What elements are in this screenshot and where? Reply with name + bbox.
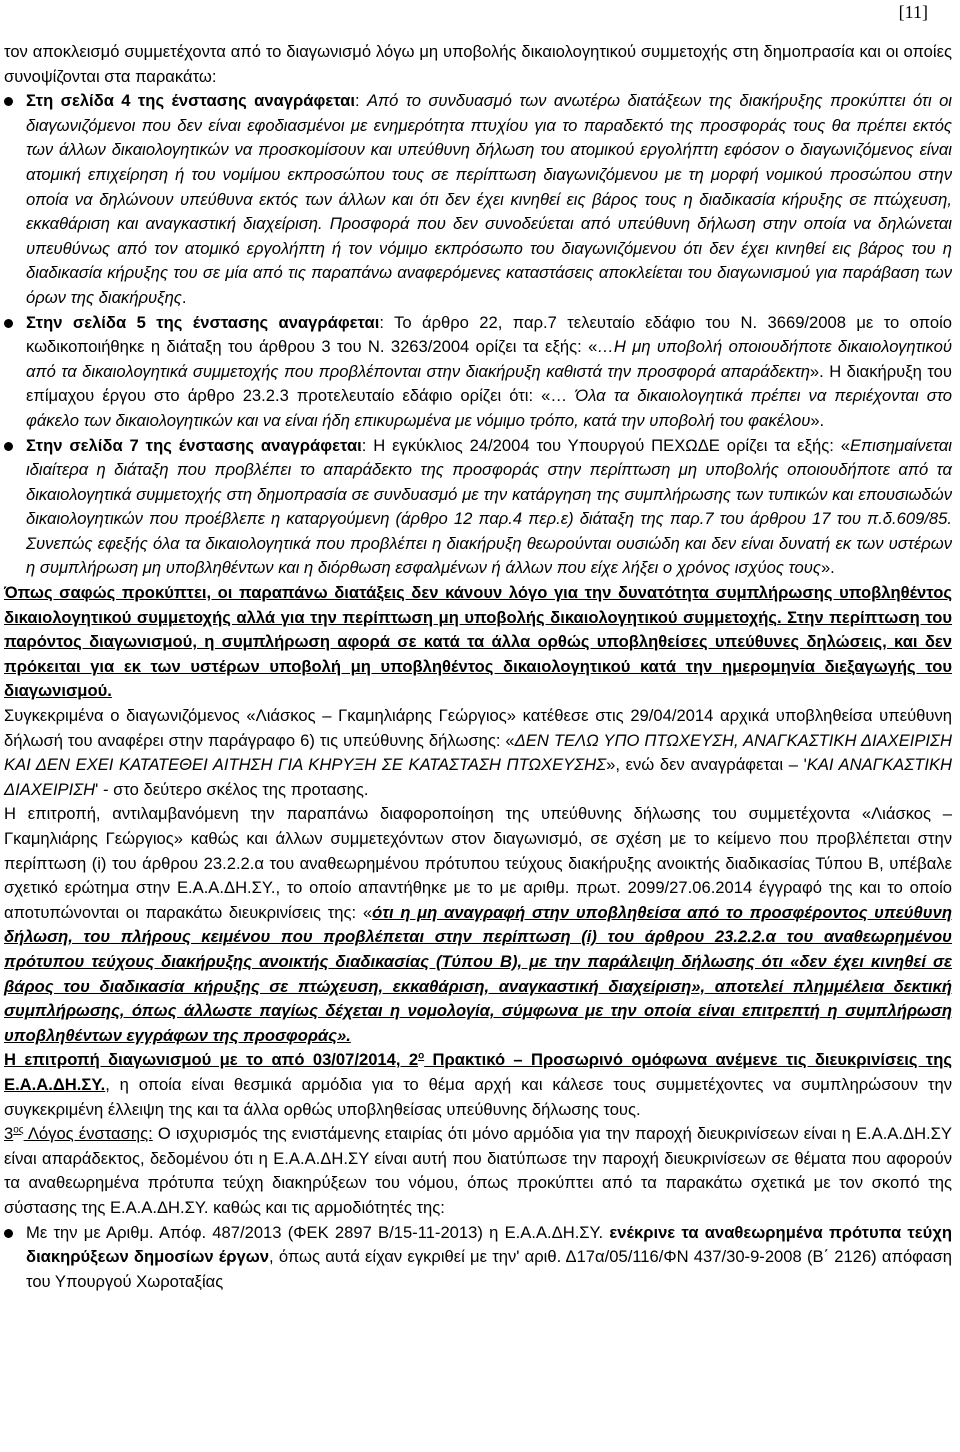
conclusion-text-continued: . Στην περίπτωση του παρόντος διαγωνισμού, η συμπλήρωση αφορά σε κατά τα άλλα ορθώς υποβληθείσες υπεύθυνες δηλώσεις, και δεν πρόκειται για εκ των υστέρων υποβολή μη υποβληθέντος δικαιολογητικού κατά την ημερομηνία διεξαγωγής του διαγωνισμού. [4, 607, 952, 701]
bullet-text: Με την με Αριθμ. Απόφ. 487/2013 (ΦΕΚ 2897 Β/15-11-2013) η Ε.Α.Α.ΔΗ.ΣΥ. [26, 1222, 610, 1242]
quoted-text: Επισημαίνεται ιδιαίτερα η διάταξη που προβλέπει το απαράδεκτο της προσφοράς στην περίπτωση μη υποβολής οποιουδήποτε από τα δικαιολογητικά συμμετοχής στη δημοπρασία σε συνδυασμό με την κατάργηση της συμπλήρωσης των τυπικών και επουσιωδών δικαιολογητικών που προέβλεπε η καταργούμενη (άρθρο 12 παρ.4 περ.ε) διάταξη της παρ.7 του άρθρου 17 του π.δ.609/85. Συνεπώς εφεξής όλα τα δικαιολογητικά που προβλέπει η διακήρυξη θεωρούνται ουσιώδη και δεν είναι δυνατή εκ των υστέρων η συμπλήρωση μη υποβληθέντων και η διόρθωση εσφαλμένων ή άλλων που είχε λήξει ο χρόνος ισχύος τους [26, 435, 952, 578]
specifics-text: Συγκεκριμένα ο διαγωνιζόμενος «Λιάσκος – Γκαμηλιάρης Γεώργιος» κατέθεσε στις 29/04/2014 αρχικά υποβληθείσα υπεύθυνη δήλωσή του αναφέρει στην παράγραφο 6) τις υπεύθυνης δήλωσης: « [4, 706, 952, 750]
bullet-item-decision [4, 1221, 952, 1295]
document-body [4, 40, 952, 1294]
bullet-item-page5 [4, 311, 952, 434]
bullet-label: Στην σελίδα 5 της ένστασης αναγράφεται [26, 312, 380, 332]
paragraph-conclusion [4, 581, 952, 704]
bullet-text: : Το άρθρο 22, παρ.7 τελευταίο εδάφιο του Ν. 3669/2008 με το οποίο κωδικοποιήθηκε η διάταξη του άρθρου 3 του Ν. 3263/2004 ορίζει τα εξής: « [26, 312, 952, 357]
bullet-icon [4, 97, 13, 106]
bullet-icon [4, 1229, 13, 1238]
conclusion-text: Όπως σαφώς προκύπτει, οι παραπάνω διατάξεις δεν κάνουν λόγο για την δυνατότητα συμπλήρωσης υποβληθέντος δικαιολογητικού συμμετοχής αλλά για την περίπτωση μη υποβολής δικαιολογητικού συμμετοχής [4, 583, 952, 627]
bullet-colon: : [354, 91, 367, 111]
specifics-text-continued: », ενώ δεν αναγράφεται – ' [606, 755, 807, 775]
page-number: [11] [898, 2, 928, 22]
paragraph-specifics [4, 704, 952, 802]
objection-number: 3 [4, 1124, 14, 1144]
specifics-text-end: ' - στο δεύτερο σκέλος της προτασης. [95, 779, 369, 799]
paragraph-minutes [4, 1048, 952, 1122]
bullet-text-continued: , όπως αυτά είχαν εγκριθεί με την' αριθ. Δ17α/05/116/ΦΝ 437/30-9-2008 (Β΄ 2126) απόφαση του Υπουργού Χωροταξίας [26, 1247, 952, 1291]
bullet-item-page4 [4, 89, 952, 310]
omitted-phrase: ΚΑΙ ΑΝΑΓΚΑΣΤΙΚΗ ΔΙΑΧΕΙΡΙΣΗ [4, 755, 952, 799]
intro-text: τον αποκλεισμό συμμετέχοντα από το διαγωνισμό λόγω μη υποβολής δικαιολογητικού συμμετοχής στη δημοπρασία και οι οποίες συνοψίζονται στα παρακάτω: [4, 42, 952, 86]
objection-heading: Λόγος ένστασης: [23, 1124, 153, 1144]
bullet-text: : Η εγκύκλιος 24/2004 του Υπουργού ΠΕΧΩΔΕ ορίζει τα εξής: « [361, 435, 850, 455]
bullet-text-continued: ». Η διακήρυξη του επίμαχου έργου στο άρθρο 23.2.3 προτελευταίο εδάφιο ορίζει ότι: «… [26, 361, 952, 406]
quote-end: ». [820, 558, 835, 578]
paragraph-third-objection [4, 1122, 952, 1220]
objection-text: Ο ισχυρισμός της ενιστάμενης εταιρίας ότι μόνο αρμόδια για την παροχή διευκρινίσεων είναι η Ε.Α.Α.ΔΗ.ΣΥ είναι απαράδεκτος, δεδομένου ότι η Ε.Α.Α.ΔΗ.ΣΥ είναι αυτή που διατύπωσε την παροχή διευκρινίσεων σε θέματα που αφορούν τα αναθεωρημένα πρότυπα τεύχη διακηρύξεων του νόμου, όπως προκύπτει από τα παρακάτω σχετικά με τον σκοπό της σύστασης της Ε.Α.Α.ΔΗ.ΣΥ. καθώς και τις αρμοδιότητές της: [4, 1124, 952, 1217]
quoted-text-second: Όλα τα δικαιολογητικά πρέπει να περιέχονται στο φάκελο των δικαιολογητικών και να είναι ήδη επικυρωμένα με νόμιμο τρόπο, κατά την υποβολή του φακέλου [26, 386, 952, 430]
minutes-superscript: ο [418, 1050, 425, 1062]
quoted-text: …Η μη υποβολή οποιουδήποτε δικαιολογητικού από τα δικαιολογητικά συμμετοχής που προβλέπονται στην διακήρυξη καθιστά την προσφορά απαράδεκτη [26, 337, 952, 381]
minutes-heading: Η επιτροπή διαγωνισμού με το από 03/07/2014, 2 [4, 1050, 419, 1070]
objection-superscript: ος [13, 1124, 24, 1136]
minutes-heading-continued: Πρακτικό – Προσωρινό ομόφωνα ανέμενε τις διευκρινίσεις της Ε.Α.Α.ΔΗ.ΣΥ. [4, 1050, 952, 1094]
declaration-quote: ΔΕΝ ΤΕΛΩ ΥΠΟ ΠΤΩΧΕΥΣΗ, ΑΝΑΓΚΑΣΤΙΚΗ ΔΙΑΧΕΙΡΙΣΗ ΚΑΙ ΔΕΝ ΕΧΕΙ ΚΑΤΑΤΕΘΕΙ ΑΙΤΗΣΗ ΓΙΑ ΚΗΡΥΞΗ ΣΕ ΚΑΤΑΣΤΑΣΗ ΠΤΩΧΕΥΣΗΣ [4, 730, 952, 775]
quote-end: . [181, 287, 187, 307]
bullet-icon [4, 319, 13, 328]
paragraph-intro [4, 40, 952, 89]
bullet-label: Στη σελίδα 4 της ένστασης αναγράφεται [26, 91, 355, 111]
bullet-icon [4, 442, 13, 451]
clarification-quote: ότι η μη αναγραφή στην υποβληθείσα από το προσφέροντος υπεύθυνη δήλωση, του πλήρους κειμένου που προβλέπεται στην περίπτωση (i) του άρθρου 23.2.2.α του αναθεωρημένου πρότυπου τεύχους διακήρυξης ανοικτής διαδικασίας (Τύπου Β), με την παράλειψη δήλωσης ότι «δεν έχει κινηθεί σε βάρος του διαδικασία κήρυξης σε πτώχευση, εκκαθάριση, αναγκαστική διαχείριση», αποτελεί πλημμέλεια δεκτική συμπλήρωσης, όπως άλλωστε παγίως δέχεται η νομολογία, σύμφωνα με την οποία είναι επιτρεπτή η συμπλήρωση υποβληθέντων εγγράφων της προσφοράς». [4, 902, 952, 1045]
bullet-item-page7 [4, 434, 952, 582]
bullet-label: Στην σελίδα 7 της ένστασης αναγράφεται [26, 435, 362, 455]
paragraph-committee [4, 802, 952, 1048]
committee-text: Η επιτροπή, αντιλαμβανόμενη την παραπάνω διαφοροποίηση της υπεύθυνης δήλωσης του συμμετέχοντα «Λιάσκος – Γκαμηλιάρης Γεώργιος» καθώς και άλλων συμμετεχόντων στον διαγωνισμό, σε σχέση με το κείμενο που προβλέπεται στην περίπτωση (i) του άρθρου 23.2.2.α του αναθεωρημένου πρότυπου τεύχους διακήρυξης ανοικτής διαδικασίας Τύπου Β, υπέβαλε σχετικό ερώτημα στην Ε.Α.Α.ΔΗ.ΣΥ., το οποίο απαντήθηκε με το με αριθμ. πρωτ. 2099/27.06.2014 έγγραφό της και το οποίο αποτυπώνονται οι παρακάτω διευκρινίσεις της: « [4, 804, 952, 922]
quoted-text: Από το συνδυασμό των ανωτέρω διατάξεων της διακήρυξης προκύπτει ότι οι διαγωνιζόμενοι που δεν είναι εφοδιασμένοι με ενημερότητα πτυχίου για το παραδεκτό της προσφοράς τους θα πρέπει εκτός των άλλων δικαιολογητικών να προσκομίσουν και υπεύθυνη δήλωση του ατομικού εργολήπτη εφόσον ο διαγωνιζόμενος είναι ατομική επιχείρηση ή του νομίμου εκπροσώπου τους σε περίπτωση διαγωνιζόμενου με τη μορφή νομικού προσώπου στην οποία να δηλώνουν υπεύθυνα εκτός των άλλων και ότι δεν έχει κινηθεί εις βάρος τους η διαδικασία κήρυξης σε πτώχευση, εκκαθάριση και αναγκαστική διαχείριση. Προσφορά που δεν συνοδεύεται από υπεύθυνη δήλωση στην οποία να δηλώνεται υπευθύνως από τον ατομικό εργολήπτη ή τον νόμιμο εκπρόσωπο του διαγωνιζόμενου ότι δεν έχει κινηθεί εις βάρος του η διαδικασία κήρυξης του σε μία από τις παραπάνω αναφερόμενες καταστάσεις αποκλείεται του διαγωνισμού για παράβαση των όρων της διακήρυξης [26, 91, 952, 307]
minutes-text: , η οποία είναι θεσμικά αρμόδια για το θέμα αρχή και κάλεσε τους συμμετέχοντες να συμπληρώσουν την συγκεκριμένη έλλειψη της και τα άλλα ορθώς υποβληθείσας υπεύθυνης δήλωσης τους. [4, 1074, 952, 1119]
quote-end: ». [810, 410, 825, 430]
bullet-bold-text: ενέκρινε τα αναθεωρημένα πρότυπα τεύχη διακηρύξεων δημοσίων έργων [26, 1222, 953, 1267]
